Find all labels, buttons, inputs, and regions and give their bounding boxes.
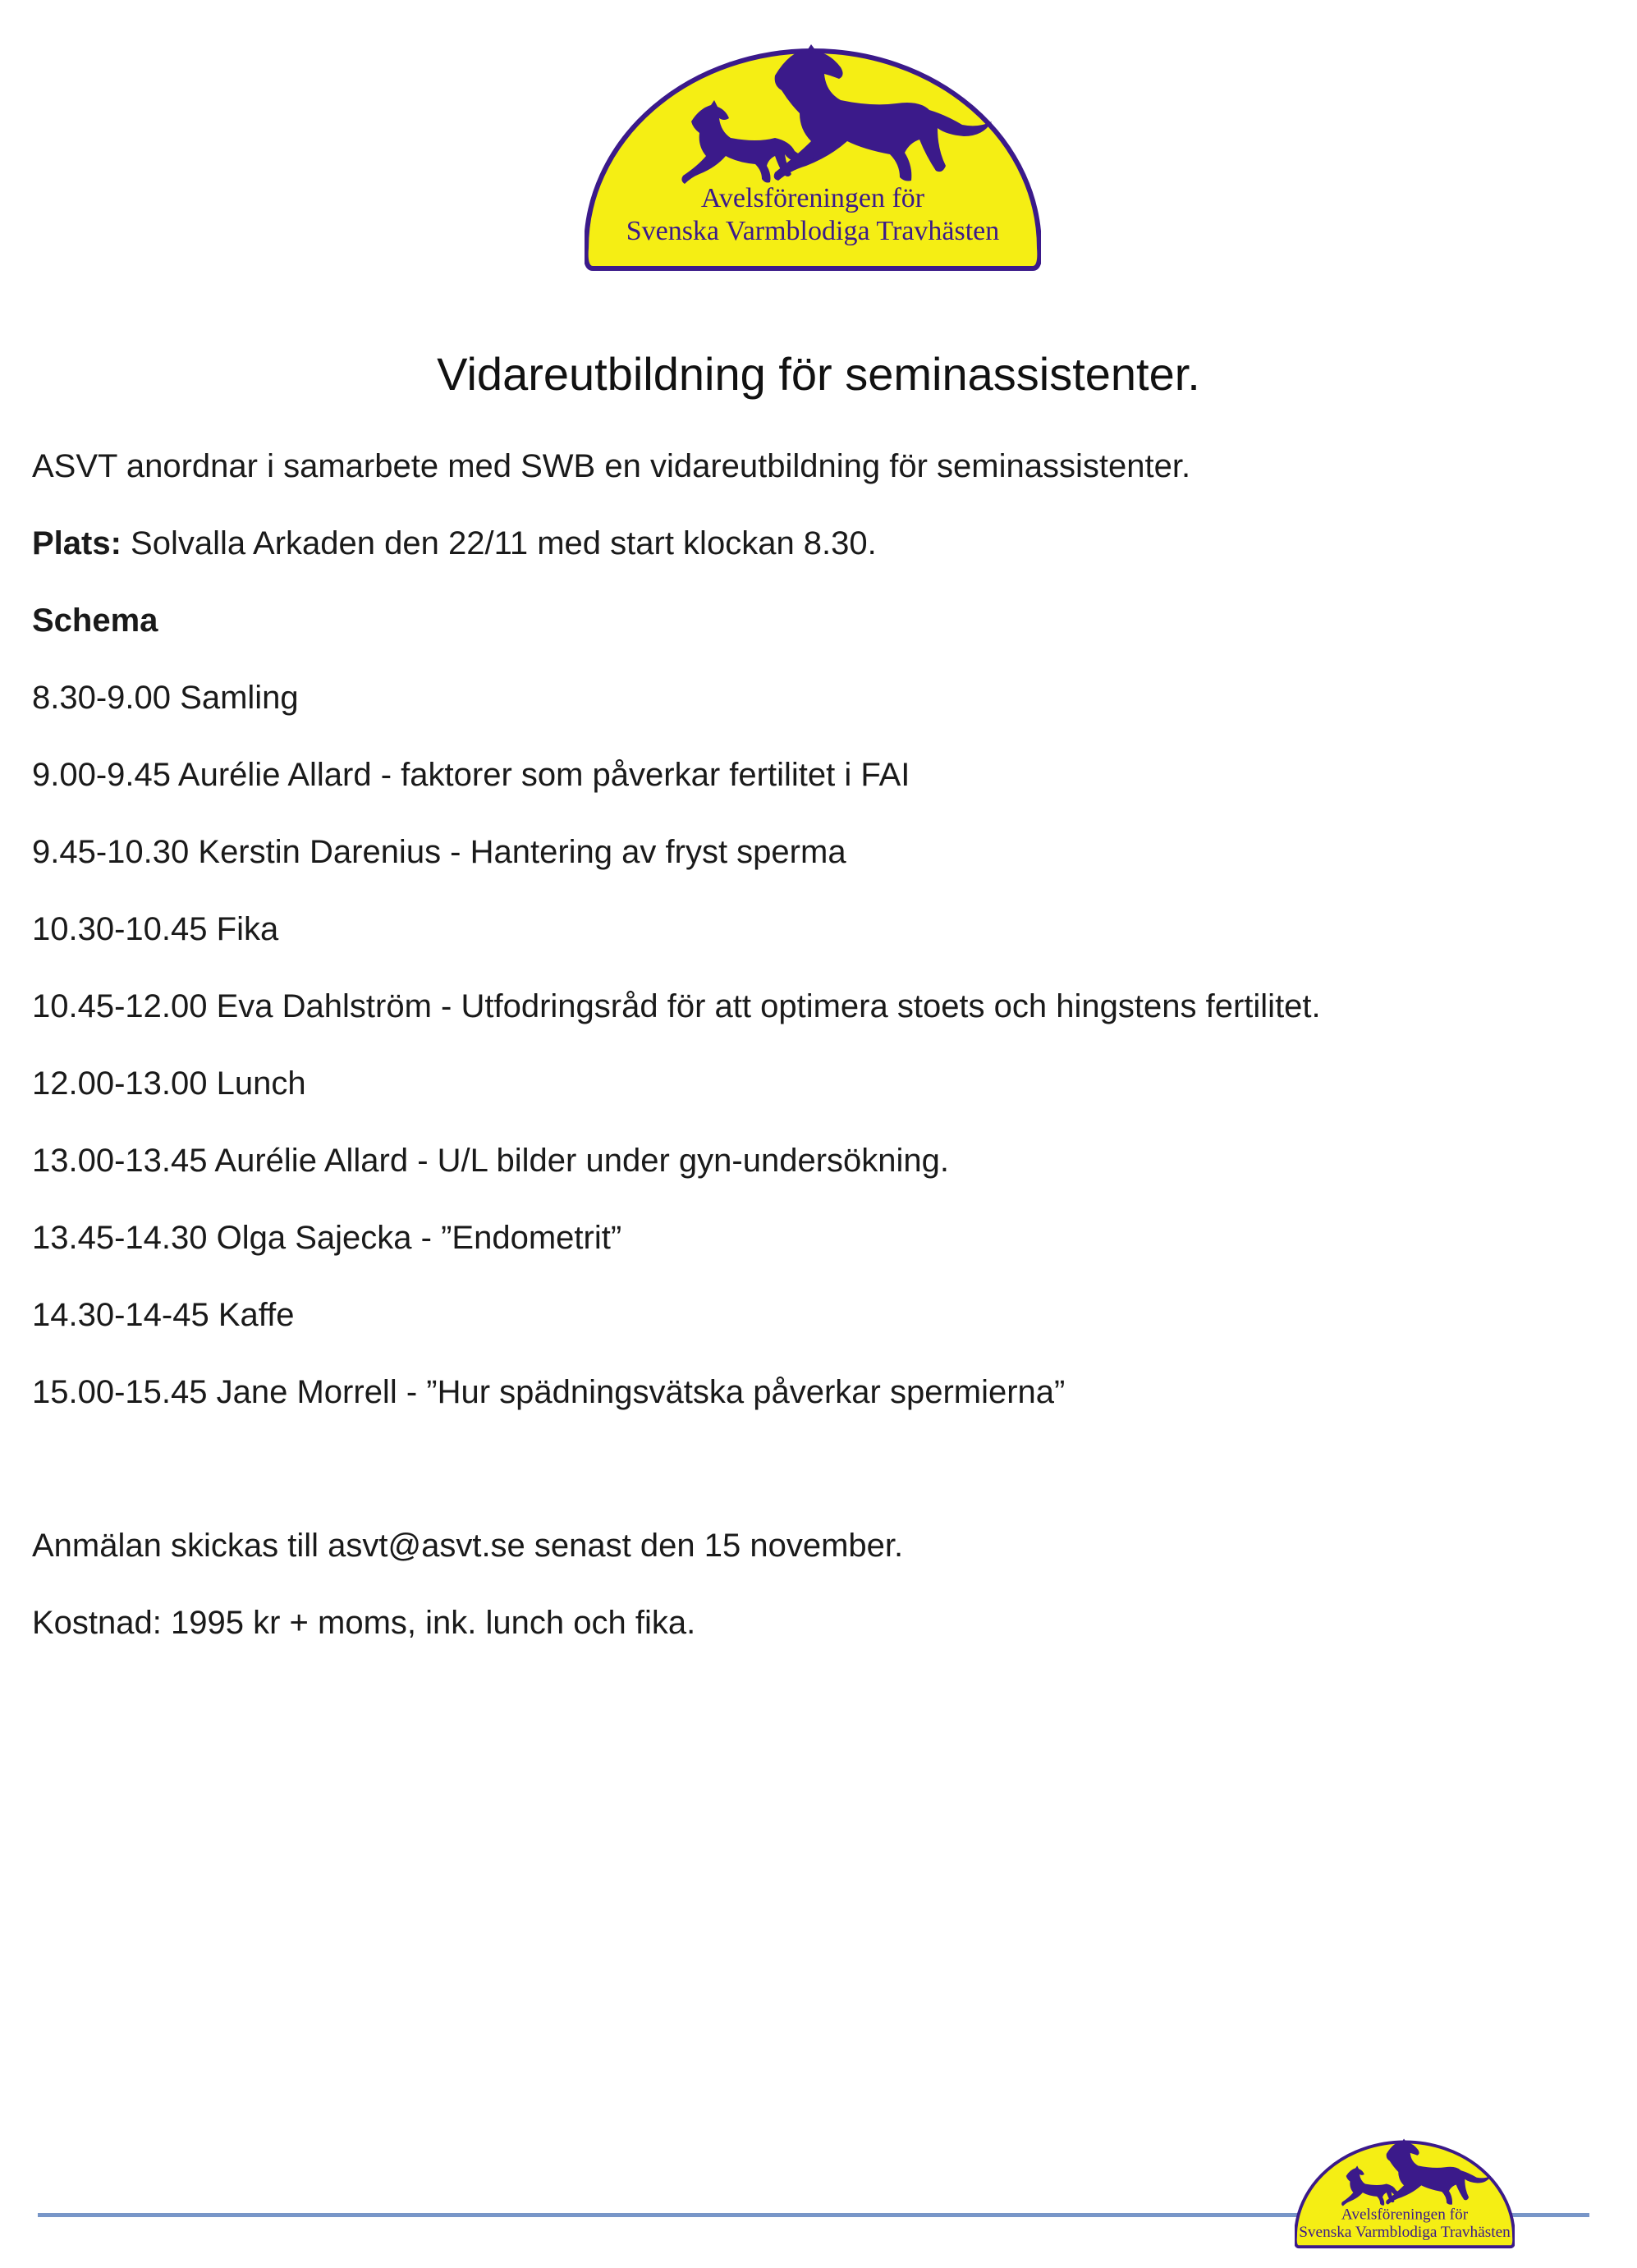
asvt-logo-small — [1295, 2134, 1515, 2256]
intro-paragraph: ASVT anordnar i samarbete med SWB en vidareutbildning för seminassistenter. — [32, 448, 1191, 484]
place-paragraph — [32, 519, 1592, 596]
schedule-item: 8.30-9.00 Samling — [32, 680, 299, 716]
logo-text-line1: Avelsföreningen för — [1341, 2206, 1469, 2224]
asvt-logo — [585, 43, 1041, 279]
cost-paragraph: Kostnad: 1995 kr + moms, ink. lunch och fika. — [32, 1605, 696, 1641]
registration-paragraph: Anmälan skickas till asvt@asvt.se senast den 15 november. — [32, 1528, 904, 1564]
schedule-item: 14.30-14-45 Kaffe — [32, 1297, 295, 1333]
place-text: Solvalla Arkaden den 22/11 med start klockan 8.30. — [121, 525, 877, 561]
schedule-heading-text: Schema — [32, 603, 158, 639]
schedule-item: 13.45-14.30 Olga Sajecka - ”Endometrit” — [32, 1220, 622, 1256]
logo-text-line2: Svenska Varmblodiga Travhästen — [1299, 2224, 1511, 2242]
schedule-heading — [32, 596, 1592, 673]
page-title: Vidareutbildning för seminassistenter. — [437, 348, 1200, 400]
schedule-item: 9.00-9.45 Aurélie Allard - faktorer som påverkar fertilitet i FAI — [32, 757, 910, 793]
blank-line — [32, 1445, 1592, 1521]
document-body — [32, 442, 1592, 1675]
schedule-item: 10.45-12.00 Eva Dahlström - Utfodringsråd för att optimera stoets och hingstens fertilitet. — [32, 988, 1321, 1024]
logo-text-line1: Avelsföreningen för — [700, 183, 925, 213]
schedule-item: 10.30-10.45 Fika — [32, 911, 279, 947]
place-label: Plats: — [32, 525, 122, 561]
schedule-item: 9.45-10.30 Kerstin Darenius - Hantering av fryst sperma — [32, 834, 846, 870]
logo-text-line2: Svenska Varmblodiga Travhästen — [626, 216, 1000, 246]
schedule-item: 13.00-13.45 Aurélie Allard - U/L bilder under gyn-undersökning. — [32, 1143, 949, 1179]
schedule-item: 15.00-15.45 Jane Morrell - ”Hur spädningsvätska påverkar spermierna” — [32, 1374, 1066, 1410]
schedule-item: 12.00-13.00 Lunch — [32, 1065, 306, 1102]
